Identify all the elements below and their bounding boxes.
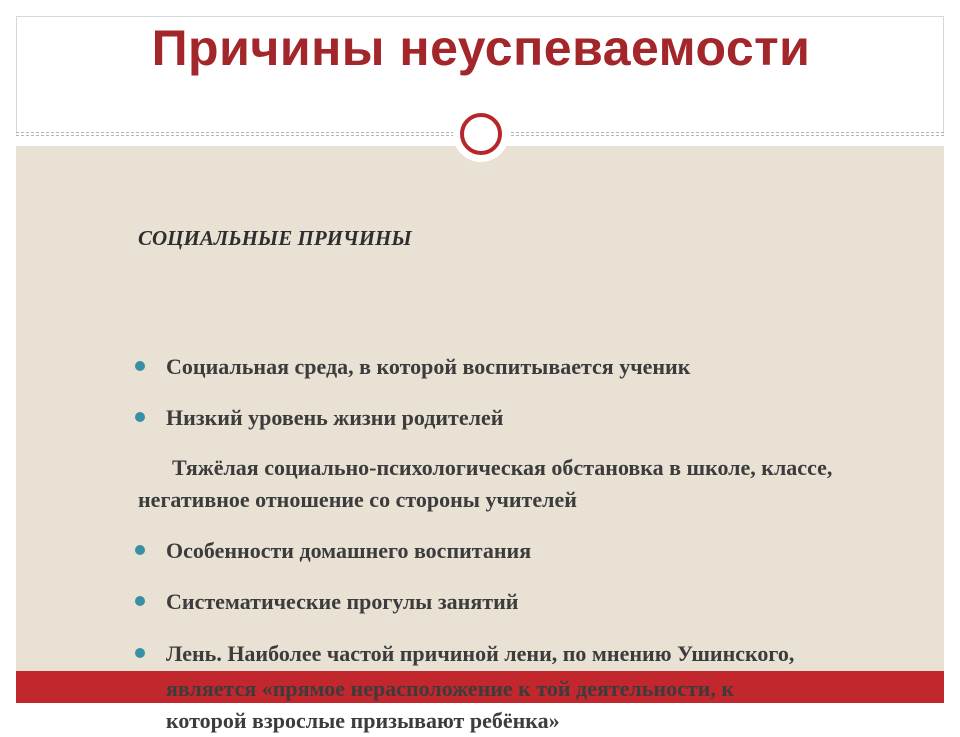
overflow-line: которой взрослые призывают ребёнка»: [166, 708, 560, 733]
bullet-dot-icon: [135, 545, 145, 555]
list-item: [166, 535, 926, 567]
list-item: [166, 402, 926, 434]
list-item: [166, 638, 926, 670]
list-item-text: Особенности домашнего воспитания: [166, 538, 532, 563]
list-item-text: Низкий уровень жизни родителей: [166, 405, 504, 430]
ornament-ring: [460, 113, 502, 155]
list-item-text: Систематические прогулы занятий: [166, 589, 519, 614]
circle-ring-icon: [453, 106, 509, 162]
overflow-line: является «прямое нерасположение к той деятельности, к: [166, 676, 734, 701]
section-heading: СОЦИАЛЬНЫЕ ПРИЧИНЫ: [138, 226, 412, 250]
slide-title: Причины неуспеваемости: [151, 20, 811, 76]
bullet-dot-icon: [135, 648, 145, 658]
bullet-dot-icon: [135, 596, 145, 606]
list-item: [166, 586, 926, 618]
list-item: [166, 351, 926, 383]
bullet-dot-icon: [135, 361, 145, 371]
bullet-dot-icon: [135, 412, 145, 422]
slide: [16, 16, 944, 733]
list-item-text: Социальная среда, в которой воспитывается ученик: [166, 354, 691, 379]
list-item-text: Лень. Наиболее частой причиной лени, по мнению Ушинского,: [166, 641, 795, 666]
content-area: [16, 146, 944, 686]
plain-paragraph: Тяжёлая социально-психологическая обстановка в школе, классе, негативное отношение со стороны учителей: [138, 455, 833, 512]
